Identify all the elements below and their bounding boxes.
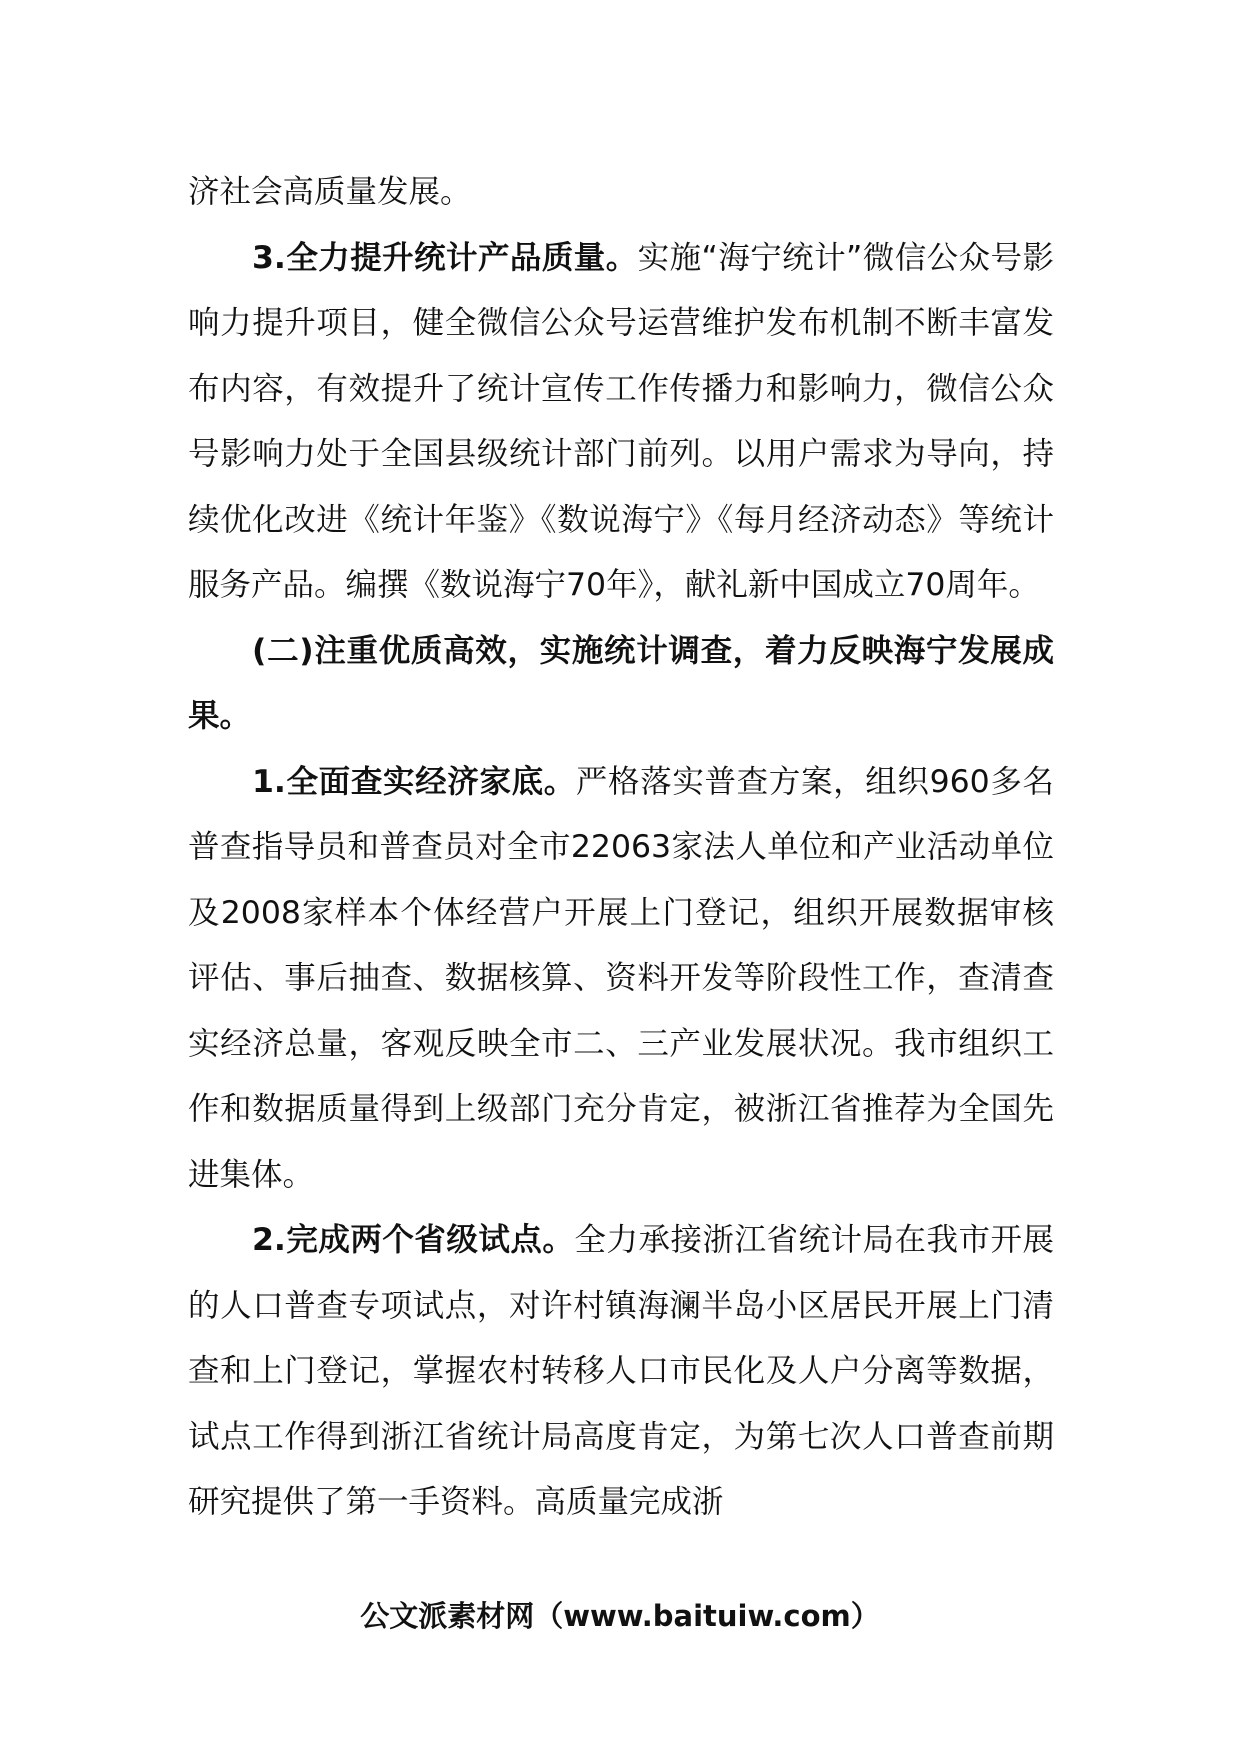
paragraph-text: 全力承接浙江省统计局在我市开展的人口普查专项试点，对许村镇海澜半岛小区居民开展上门清查和上门登记，掌握农村转移人口市民化及人户分离等数据，试点工作得到浙江省统计局高度肯定，为第七次人口普查前期研究提供了第一手资料。高质量完成浙 xyxy=(188,1222,1054,1520)
paragraph-economic-census xyxy=(188,750,1054,1209)
paragraph-text: 实施“海宁统计”微信公众号影响力提升项目，健全微信公众号运营维护发布机制不断丰富发布内容，有效提升了统计宣传工作传播力和影响力，微信公众号影响力处于全国县级统计部门前列。以用户需求为导向，持续优化改进《统计年鉴》《数说海宁》《每月经济动态》等统计服务产品。编撰《数说海宁70年》，献礼新中国成立70周年。 xyxy=(188,239,1054,603)
paragraph-heading: 3.全力提升统计产品质量。 xyxy=(252,239,638,276)
section-heading: (二)注重优质高效，实施统计调查，着力反映海宁发展成果。 xyxy=(188,632,1054,734)
page-footer-watermark: 公文派素材网（www.baituiw.com） xyxy=(360,1599,880,1633)
paragraph-continuation: 济社会高质量发展。 xyxy=(188,174,472,210)
document-body xyxy=(188,160,1054,1536)
paragraph-provincial-pilots xyxy=(188,1208,1054,1536)
paragraph-product-quality xyxy=(188,226,1054,619)
paragraph-heading: 2.完成两个省级试点。 xyxy=(252,1222,575,1258)
paragraph-heading: 1.全面查实经济家底。 xyxy=(252,763,576,800)
paragraph-text: 严格落实普查方案，组织960多名普查指导员和普查员对全市22063家法人单位和产业活动单位及2008家样本个体经营户开展上门登记，组织开展数据审核评估、事后抽查、数据核算、资料开发等阶段性工作，查清查实经济总量，客观反映全市二、三产业发展状况。我市组织工作和数据质量得到上级部门充分肯定，被浙江省推荐为全国先进集体。 xyxy=(188,763,1054,1193)
